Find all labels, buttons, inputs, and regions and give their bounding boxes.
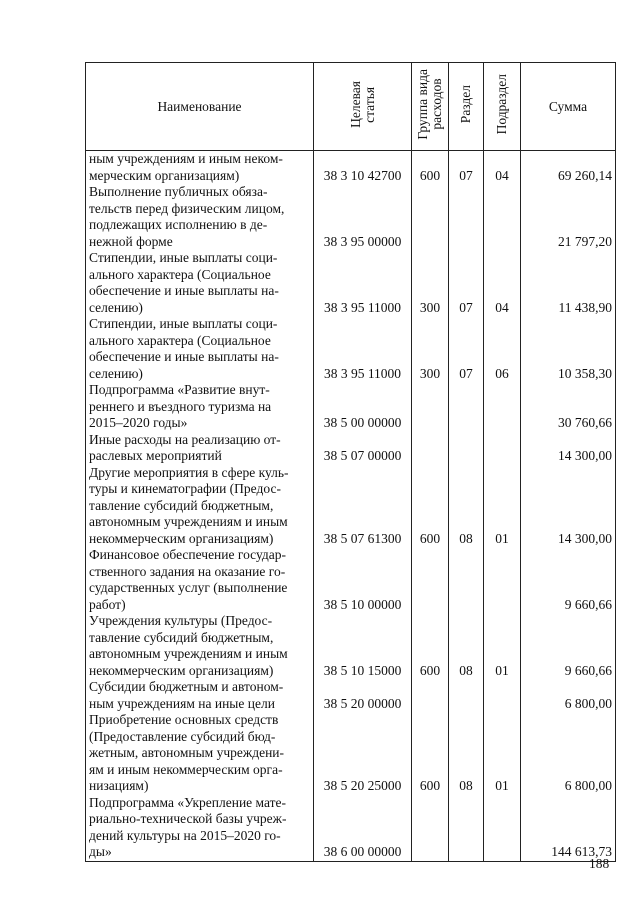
header-target-article: Целевая статья xyxy=(314,63,412,151)
cell-subsection xyxy=(484,382,521,432)
table-row xyxy=(86,465,616,548)
cell-sum: 6 800,00 xyxy=(521,679,616,712)
cell-name: Стипендии, иные выплаты соци- ального характера (Социальное обеспечение и иные выплаты на- селению) xyxy=(86,250,314,316)
cell-sum: 11 438,90 xyxy=(521,250,616,316)
table-row xyxy=(86,184,616,250)
cell-target-article: 38 3 95 11000 xyxy=(314,316,412,382)
table-body xyxy=(86,151,616,862)
cell-section xyxy=(449,184,484,250)
cell-sum: 10 358,30 xyxy=(521,316,616,382)
cell-target-article: 38 5 07 61300 xyxy=(314,465,412,548)
cell-target-article: 38 3 95 11000 xyxy=(314,250,412,316)
cell-expense-group xyxy=(412,679,449,712)
cell-expense-group: 600 xyxy=(412,712,449,795)
cell-subsection: 04 xyxy=(484,151,521,185)
cell-subsection xyxy=(484,432,521,465)
cell-expense-group: 300 xyxy=(412,250,449,316)
table-row xyxy=(86,316,616,382)
header-sum: Сумма xyxy=(521,63,616,151)
cell-target-article: 38 3 95 00000 xyxy=(314,184,412,250)
cell-sum: 30 760,66 xyxy=(521,382,616,432)
cell-expense-group xyxy=(412,547,449,613)
header-subsection: Подраздел xyxy=(484,63,521,151)
cell-target-article: 38 5 20 00000 xyxy=(314,679,412,712)
cell-name: Иные расходы на реализацию от- раслевых мероприятий xyxy=(86,432,314,465)
cell-name: Выполнение публичных обяза- тельств перед физическим лицом, подлежащих исполнению в де- нежной форме xyxy=(86,184,314,250)
page-number: 188 xyxy=(589,856,610,871)
cell-expense-group: 600 xyxy=(412,465,449,548)
cell-subsection xyxy=(484,184,521,250)
cell-expense-group xyxy=(412,184,449,250)
header-section: Раздел xyxy=(449,63,484,151)
cell-target-article: 38 6 00 00000 xyxy=(314,795,412,862)
cell-sum: 9 660,66 xyxy=(521,547,616,613)
table-row xyxy=(86,679,616,712)
cell-sum: 6 800,00 xyxy=(521,712,616,795)
cell-name: ным учреждениям и иным неком- мерческим организациям) xyxy=(86,151,314,185)
budget-table xyxy=(85,62,616,862)
cell-target-article: 38 5 07 00000 xyxy=(314,432,412,465)
cell-expense-group: 300 xyxy=(412,316,449,382)
cell-name: Стипендии, иные выплаты соци- ального характера (Социальное обеспечение и иные выплаты на- селению) xyxy=(86,316,314,382)
table-row xyxy=(86,250,616,316)
cell-subsection: 01 xyxy=(484,465,521,548)
cell-subsection xyxy=(484,679,521,712)
table-row xyxy=(86,547,616,613)
cell-name: Другие мероприятия в сфере куль- туры и кинематографии (Предос- тавление субсидий бюджетным, автономным учреждениям и иным некоммерческим организациям) xyxy=(86,465,314,548)
cell-sum: 14 300,00 xyxy=(521,432,616,465)
cell-sum: 69 260,14 xyxy=(521,151,616,185)
cell-target-article: 38 5 10 15000 xyxy=(314,613,412,679)
cell-subsection xyxy=(484,795,521,862)
cell-section xyxy=(449,679,484,712)
table-row xyxy=(86,151,616,185)
cell-sum: 21 797,20 xyxy=(521,184,616,250)
header-expense-group: Группа вида расходов xyxy=(412,63,449,151)
header-name: Наименование xyxy=(86,63,314,151)
cell-section xyxy=(449,547,484,613)
cell-target-article: 38 5 10 00000 xyxy=(314,547,412,613)
cell-expense-group xyxy=(412,382,449,432)
table-row xyxy=(86,613,616,679)
cell-section: 07 xyxy=(449,151,484,185)
cell-sum: 144 613,73 xyxy=(521,795,616,862)
cell-expense-group: 600 xyxy=(412,151,449,185)
cell-section: 08 xyxy=(449,465,484,548)
cell-section xyxy=(449,432,484,465)
cell-subsection: 04 xyxy=(484,250,521,316)
cell-target-article: 38 5 20 25000 xyxy=(314,712,412,795)
table-header-row xyxy=(86,63,616,151)
cell-expense-group: 600 xyxy=(412,613,449,679)
cell-section xyxy=(449,382,484,432)
cell-expense-group xyxy=(412,432,449,465)
cell-subsection: 01 xyxy=(484,613,521,679)
table-row xyxy=(86,795,616,862)
cell-subsection: 01 xyxy=(484,712,521,795)
cell-section: 07 xyxy=(449,250,484,316)
table-row xyxy=(86,382,616,432)
table-row xyxy=(86,432,616,465)
cell-section xyxy=(449,795,484,862)
cell-expense-group xyxy=(412,795,449,862)
cell-section: 07 xyxy=(449,316,484,382)
table-row xyxy=(86,712,616,795)
cell-name: Субсидии бюджетным и автоном- ным учреждениям на иные цели xyxy=(86,679,314,712)
cell-target-article: 38 5 00 00000 xyxy=(314,382,412,432)
cell-subsection: 06 xyxy=(484,316,521,382)
cell-section: 08 xyxy=(449,712,484,795)
cell-name: Финансовое обеспечение государ- ственного задания на оказание го- сударственных услуг (выполнение работ) xyxy=(86,547,314,613)
cell-name: Подпрограмма «Развитие внут- реннего и въездного туризма на 2015–2020 годы» xyxy=(86,382,314,432)
cell-name: Приобретение основных средств (Предоставление субсидий бюд- жетным, автономным учреждени- ям и иным некоммерческим орга- низациям) xyxy=(86,712,314,795)
cell-subsection xyxy=(484,547,521,613)
cell-name: Учреждения культуры (Предос- тавление субсидий бюджетным, автономным учреждениям и иным некоммерческим организациям) xyxy=(86,613,314,679)
cell-sum: 14 300,00 xyxy=(521,465,616,548)
cell-section: 08 xyxy=(449,613,484,679)
cell-name: Подпрограмма «Укрепление мате- риально-технической базы учреж- дений культуры на 2015–2020 го- ды» xyxy=(86,795,314,862)
cell-sum: 9 660,66 xyxy=(521,613,616,679)
cell-target-article: 38 3 10 42700 xyxy=(314,151,412,185)
